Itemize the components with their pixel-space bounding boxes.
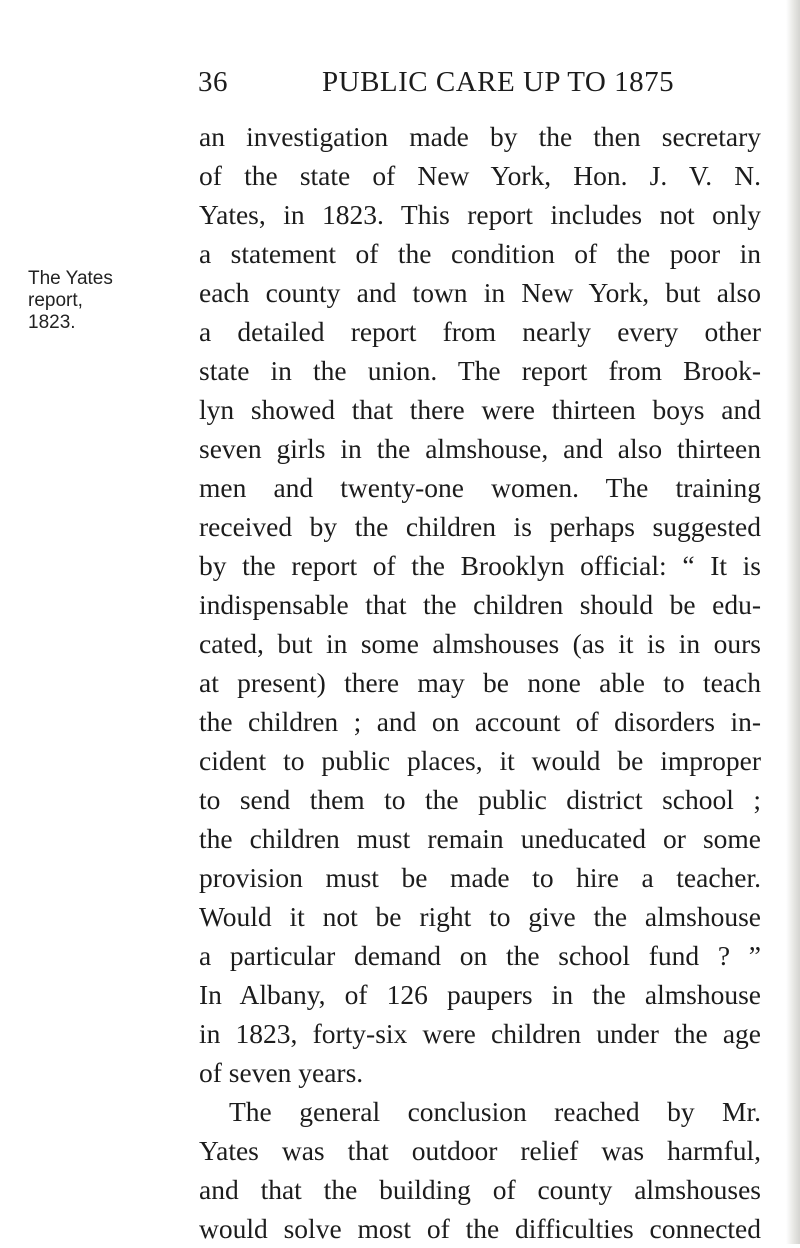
text-line: provision must be made to hire a teacher.: [199, 862, 761, 893]
text-line: each county and town in New York, but also: [199, 277, 761, 308]
text-line: state in the union. The report from Brook-: [199, 355, 761, 386]
text-line: The general conclusion reached by Mr.: [229, 1096, 761, 1127]
text-line: In Albany, of 126 paupers in the almshouse: [199, 979, 761, 1010]
text-line: the children ; and on account of disorders in-: [199, 706, 761, 737]
text-line: lyn showed that there were thirteen boys and: [199, 394, 761, 425]
page-edge-shadow: [786, 0, 800, 1244]
text-line: in 1823, forty-six were children under the age: [199, 1018, 761, 1049]
margin-note: [28, 268, 178, 334]
text-line: Yates, in 1823. This report includes not only: [199, 199, 761, 230]
page-number: 36: [198, 66, 228, 98]
running-head-title: PUBLIC CARE UP TO 1875: [322, 66, 675, 98]
text-line: by the report of the Brooklyn official: “ It is: [199, 550, 761, 581]
text-line: a particular demand on the school fund ? ”: [199, 940, 761, 971]
text-line: indispensable that the children should be edu-: [199, 589, 761, 620]
margin-note-line: 1823.: [28, 312, 76, 333]
text-line: cident to public places, it would be improper: [199, 745, 761, 776]
text-line: a detailed report from nearly every other: [199, 316, 761, 347]
text-line: of the state of New York, Hon. J. V. N.: [199, 160, 761, 191]
text-line: of seven years.: [199, 1057, 364, 1088]
margin-note-line: report,: [28, 290, 83, 311]
text-line: would solve most of the difficulties connected: [199, 1213, 761, 1244]
text-line: seven girls in the almshouse, and also thirteen: [199, 433, 761, 464]
body-text: [199, 117, 761, 1248]
running-head: [198, 66, 675, 106]
text-line: a statement of the condition of the poor in: [199, 238, 761, 269]
text-line: received by the children is perhaps suggested: [199, 511, 761, 542]
text-line: cated, but in some almshouses (as it is in ours: [199, 628, 761, 659]
text-line: and that the building of county almshouses: [199, 1174, 761, 1205]
text-line: Would it not be right to give the almshouse: [199, 901, 761, 932]
text-line: to send them to the public district school ;: [199, 784, 761, 815]
text-line: Yates was that outdoor relief was harmful,: [199, 1135, 761, 1166]
text-line: an investigation made by the then secretary: [199, 121, 761, 152]
text-line: men and twenty-one women. The training: [199, 472, 761, 503]
margin-note-line: The Yates: [28, 268, 113, 289]
text-line: at present) there may be none able to teach: [199, 667, 761, 698]
text-line: the children must remain uneducated or some: [199, 823, 761, 854]
